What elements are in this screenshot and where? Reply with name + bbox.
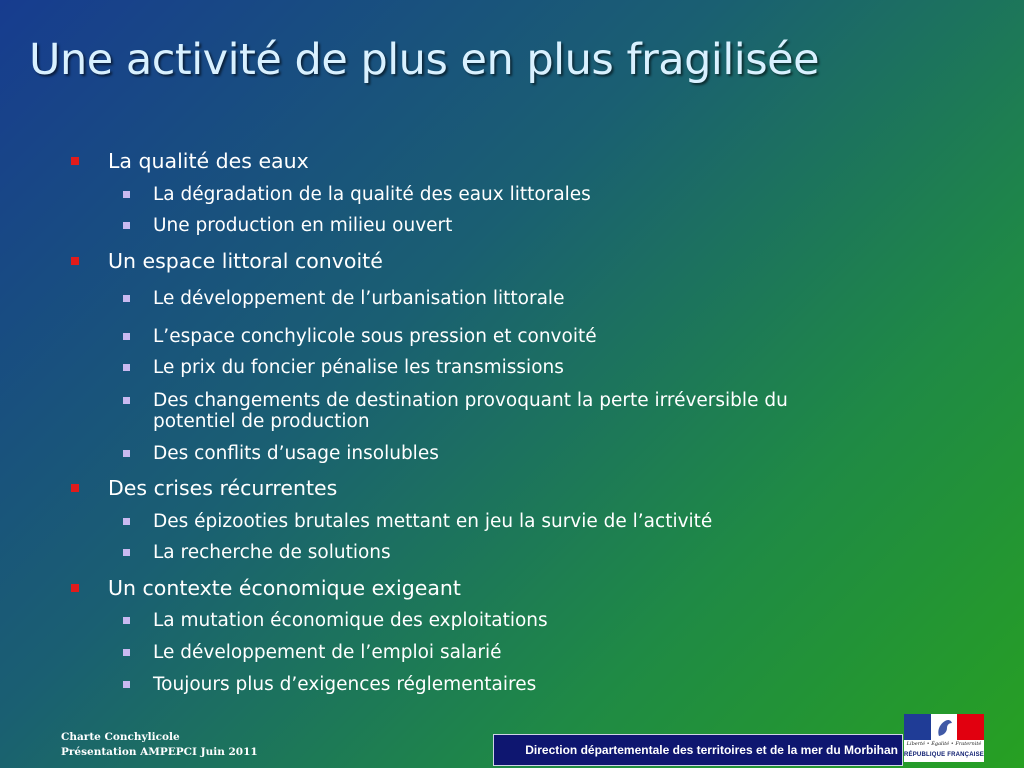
sub-bullet-text: Le développement de l’urbanisation littorale [153,288,565,309]
square-bullet-icon [71,157,79,165]
square-bullet-icon [123,333,130,340]
square-bullet-icon [123,681,130,688]
flag-red-stripe [957,714,984,740]
sub-bullet-text: L’espace conchylicole sous pression et convoité [153,326,597,347]
square-bullet-icon [71,257,79,265]
bullet-text: La qualité des eaux [108,149,309,173]
sub-bullet-text: La recherche de solutions [153,542,391,563]
sub-bullet-text: Des conflits d’usage insolubles [153,443,439,464]
sub-bullet-item [153,390,853,432]
footer-caption [61,730,258,760]
square-bullet-icon [123,450,130,457]
ddtm-banner: Direction départementale des territoires et de la mer du Morbihan [493,734,903,766]
sub-bullet-item [153,542,391,564]
square-bullet-icon [71,484,79,492]
sub-bullet-item [153,326,597,348]
square-bullet-icon [123,191,130,198]
sub-bullet-item [153,357,564,379]
sub-bullet-text: Le prix du foncier pénalise les transmissions [153,357,564,378]
sub-bullet-item [153,215,452,237]
bullet-text: Un contexte économique exigeant [108,576,461,600]
sub-bullet-item [153,674,536,696]
republic-motto: Liberté • Égalité • Fraternité [906,741,982,747]
bullet-item [108,249,383,273]
flag-white-stripe [931,714,958,740]
republique-francaise-logo [904,714,984,762]
sub-bullet-item [153,288,564,310]
sub-bullet-text: La mutation économique des exploitations [153,610,548,631]
sub-bullet-text: Une production en milieu ouvert [153,215,453,236]
footer-line-2: Présentation AMPEPCI Juin 2011 [61,746,258,758]
sub-bullet-item [153,610,548,632]
sub-bullet-text: Le développement de l’emploi salarié [153,642,502,663]
square-bullet-icon [123,222,130,229]
square-bullet-icon [123,518,130,525]
sub-bullet-item [153,642,502,664]
square-bullet-icon [123,364,130,371]
square-bullet-icon [123,295,130,302]
footer-line-1: Charte Conchylicole [61,731,180,743]
sub-bullet-text: La dégradation de la qualité des eaux littorales [153,184,591,205]
bullet-text: Des crises récurrentes [108,476,338,500]
sub-bullet-text: Des épizooties brutales mettant en jeu la survie de l’activité [153,511,713,532]
bullet-item [108,576,461,600]
slide-title: Une activité de plus en plus fragilisée [29,35,820,85]
square-bullet-icon [123,549,130,556]
sub-bullet-item [153,443,439,465]
sub-bullet-text: Toujours plus d’exigences réglementaires [153,674,537,695]
bullet-item [108,476,337,500]
marianne-profile-icon [931,714,957,740]
republic-name: RÉPUBLIQUE FRANÇAISE [904,752,985,758]
sub-bullet-item [153,511,712,533]
sub-bullet-item [153,184,591,206]
square-bullet-icon [123,649,130,656]
flag-icon [904,714,984,740]
sub-bullet-text: Des changements de destination provoquant la perte irréversible du potentiel de production [153,390,788,432]
square-bullet-icon [123,397,130,404]
square-bullet-icon [71,584,79,592]
square-bullet-icon [123,617,130,624]
bullet-item [108,149,309,173]
bullet-text: Un espace littoral convoité [108,249,383,273]
flag-blue-stripe [904,714,931,740]
